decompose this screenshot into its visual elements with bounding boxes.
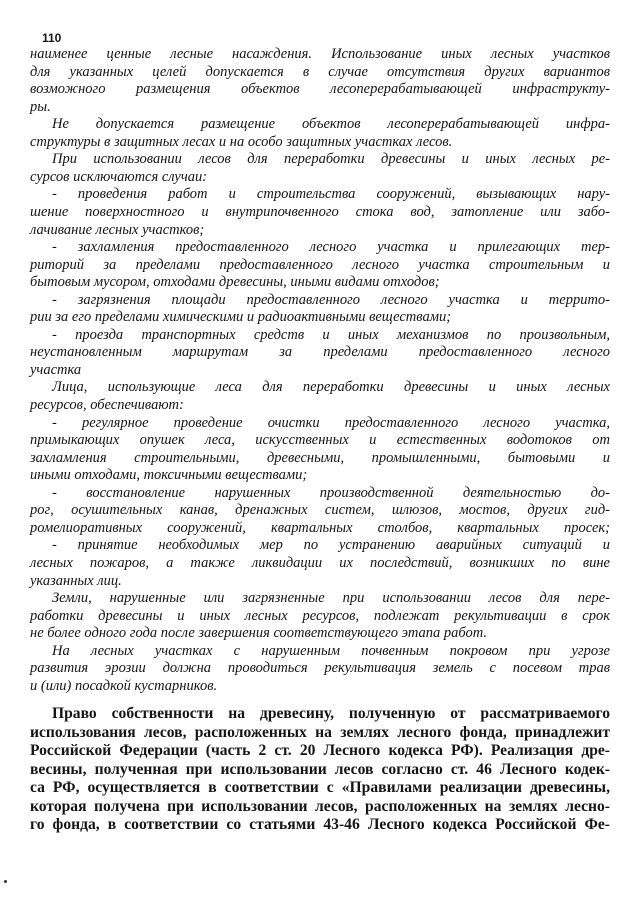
body-text-line: са РФ, осуществляется в соответствии с «Правилами реализации древесины, [30,779,610,796]
text-line: - проведения работ и строительства сооружений, вызывающих нару- [52,186,610,203]
text-line: При использовании лесов для переработки древесины и иных лесных ре- [52,151,610,168]
text-line: работки древесины и иных лесных ресурсов, подлежат рекультивации в срок [30,607,610,624]
text-line: и (или) посадкой кустарников. [30,677,218,694]
body-text-line: Право собственности на древесину, полученную от рассматриваемого [52,705,610,722]
text-line: неустановленным маршрутам за пределами предоставленного лесного [30,344,610,361]
text-line: лачивание лесных участков; [30,221,205,238]
body-text-line: использования лесов, расположенных на землях лесного фонда, принадлежит [30,723,610,741]
text-line: участка [30,361,82,378]
text-line: ры. [30,98,51,115]
text-line: ресурсов, обеспечивают: [30,397,184,413]
text-line: - захламления предоставленного лесного участка и прилегающих тер- [52,239,610,256]
text-line: для указанных целей допускается в случае отсутствия других вариантов [30,63,610,80]
text-line: - восстановление нарушенных производственной деятельностью до- [52,484,610,501]
text-line: Не допускается размещение объектов лесоперерабатывающей инфра- [52,116,610,133]
text-line: развития эрозии должна проводиться рекультивация земель с посевом трав [30,660,610,677]
body-text-line: весины, полученная при использовании лесов согласно ст. 46 Лесного кодек- [30,760,610,778]
text-line: - загрязнения площади предоставленного лесного участка и террито- [52,291,610,308]
text-line: Земли, нарушенные или загрязненные при использовании лесов для пере- [52,590,610,607]
text-line: - регулярное проведение очистки предоставленного лесного участка, [52,414,610,431]
text-line: захламления строительными, древесными, промышленными, бытовыми и [30,449,610,466]
text-line: сурсов исключаются случаи: [30,168,208,185]
text-line: структуры в защитных лесах и на особо защитных участках лесов. [30,133,453,150]
text-line: возможного размещения объектов лесоперерабатывающей инфраструкту- [30,81,610,98]
text-line: На лесных участках с нарушенным почвенным покровом при угрозе [52,642,610,659]
scan-speck [4,880,7,883]
text-line: рог, осушительных канав, дренажных систем, шлюзов, мостов, других гид- [30,502,610,519]
text-line: не более одного года после завершения соответствующего этапа работ. [30,625,488,642]
text-line: шение поверхностного и внутрипочвенного стока вод, затопление или забо- [30,203,610,220]
text-line: лесных пожаров, а также ликвидации их последствий, возникших по вине [30,554,610,571]
text-line: рии за его пределами химическими и радиоактивными веществами; [30,309,452,326]
text-line: наименее ценные лесные насаждения. Использование иных лесных участков [30,46,610,62]
text-line: указанных лиц. [30,572,122,589]
page-number: 110 [42,31,62,45]
body-text-line: которая получена при использовании лесов, расположенных на землях лесно- [30,797,610,815]
text-line: примыкающих опушек леса, искусственных и естественных водотоков от [30,432,610,449]
text-line: - принятие необходимых мер по устранению аварийных ситуаций и [52,537,610,554]
body-text-line: Российской Федерации (часть 2 ст. 20 Лесного кодекса РФ). Реализация дре- [30,742,610,759]
text-line: риторий за пределами предоставленного лесного участка строительным и [30,256,610,273]
text-line: ромелиоративных сооружений, квартальных столбов, квартальных просек; [30,519,610,536]
text-line: иными отходами, токсичными веществами; [30,467,308,484]
text-line: Лица, использующие леса для переработки древесины и иных лесных [52,379,610,396]
text-line: - проезда транспортных средств и иных механизмов по произвольным, [52,326,610,343]
text-line: бытовым мусором, отходами древесины, иными видами отходов; [30,274,440,291]
body-text-line: го фонда, в соответствии со статьями 43-46 Лесного кодекса Российской Фе- [30,816,610,833]
